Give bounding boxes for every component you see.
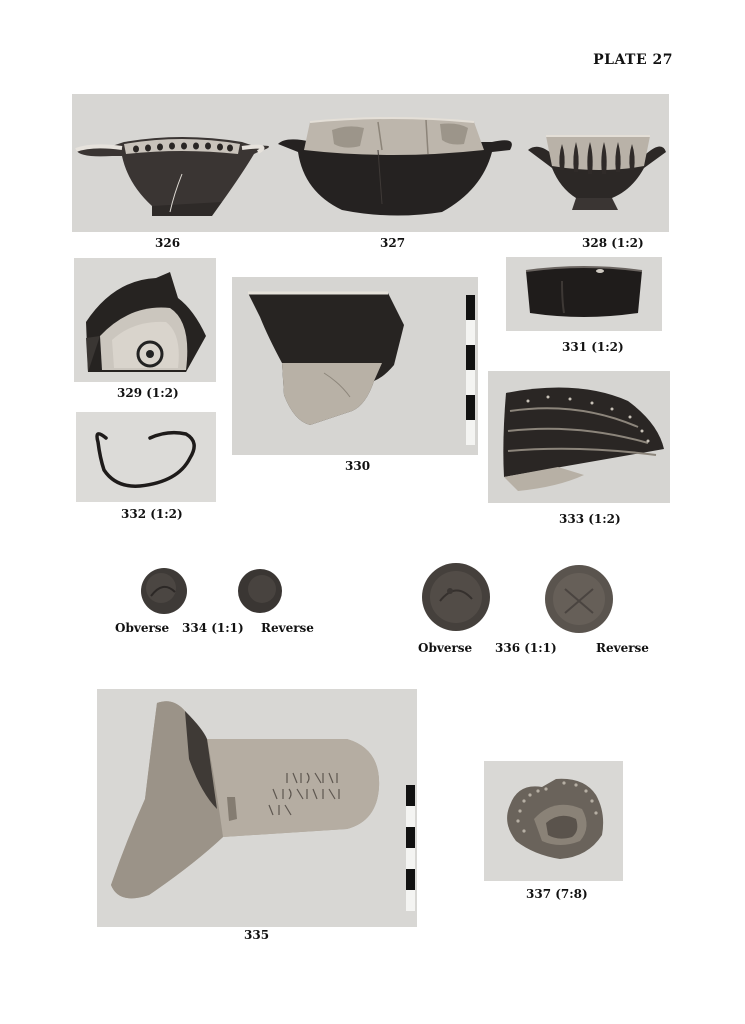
photo-332 (76, 412, 216, 502)
caption-335: 335 (244, 928, 270, 942)
caption-333: 333 (1:2) (559, 512, 621, 526)
scale-bar-330 (466, 295, 475, 445)
skyphos-328-image (528, 136, 666, 210)
caption-337: 337 (7:8) (526, 887, 588, 901)
coin-336-obverse (420, 561, 492, 633)
photo-337 (484, 761, 623, 881)
caption-334-reverse: Reverse (261, 621, 314, 635)
plate-title: PLATE 27 (593, 52, 673, 68)
caption-328: 328 (1:2) (582, 236, 644, 250)
caption-334: 334 (1:1) (182, 621, 244, 635)
scale-bar-335 (406, 785, 415, 911)
kylix-326-image (76, 137, 269, 216)
coin-334-reverse (236, 567, 284, 615)
caption-332: 332 (1:2) (121, 507, 183, 521)
caption-336: 336 (1:1) (495, 641, 557, 655)
photo-333 (488, 371, 670, 503)
caption-326: 326 (155, 236, 181, 250)
caption-329: 329 (1:2) (117, 386, 179, 400)
coin-336-reverse (543, 563, 615, 635)
caption-336-reverse: Reverse (596, 641, 649, 655)
kylix-327-image (278, 118, 512, 216)
caption-331: 331 (1:2) (562, 340, 624, 354)
photo-329 (74, 258, 216, 382)
photo-335 (97, 689, 417, 927)
caption-330: 330 (345, 459, 371, 473)
coin-334-obverse (139, 566, 189, 616)
photo-326-328 (72, 94, 669, 232)
photo-330 (232, 277, 478, 455)
caption-327: 327 (380, 236, 406, 250)
caption-336-obverse: Obverse (418, 641, 473, 655)
caption-334-obverse: Obverse (115, 621, 170, 635)
photo-331 (506, 257, 662, 331)
